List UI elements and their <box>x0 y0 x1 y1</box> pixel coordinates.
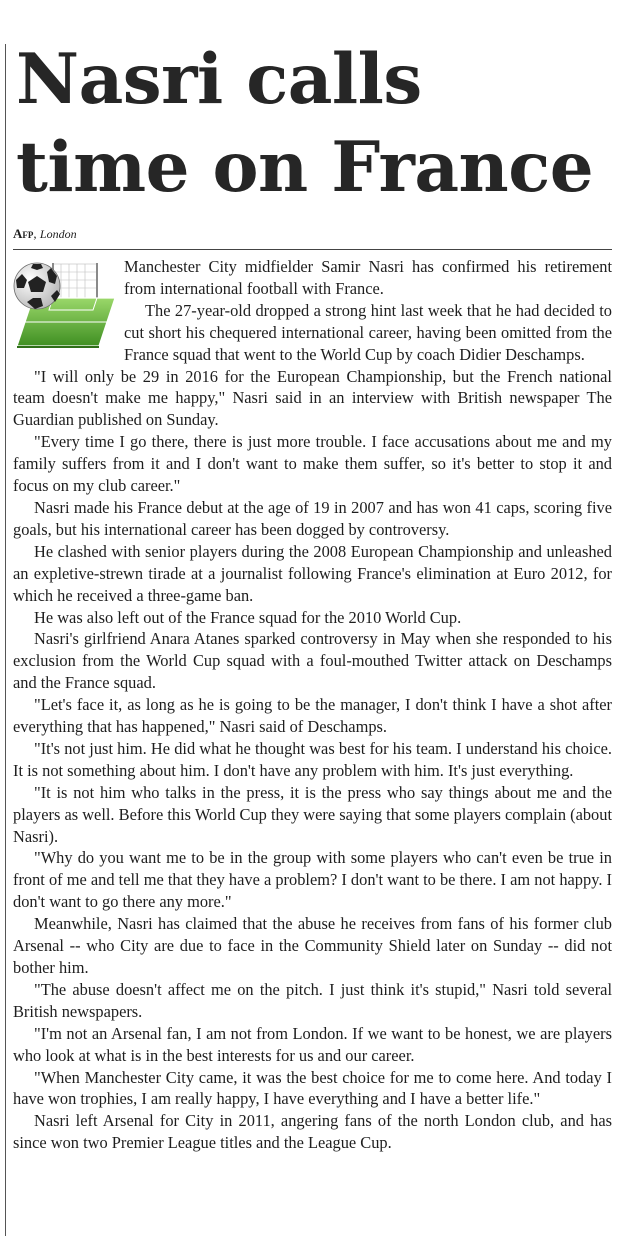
paragraph: "I'm not an Arsenal fan, I am not from London. If we want to be honest, we are players who look at what is in the best interests for us and our career. <box>13 1023 612 1065</box>
soccer-ball-goal-icon <box>13 258 119 348</box>
paragraph: "It is not him who talks in the press, it is the press who say things about me and the players as well. Before this World Cup they were saying that some players complain (about Nasri). <box>13 782 612 846</box>
paragraph: "Why do you want me to be in the group with some players who can't even be true in front of me and tell me that they have a problem? I don't want to be there. I am not happy. I don't want to go there any more." <box>13 848 612 912</box>
paragraph: "The abuse doesn't affect me on the pitch. I just think it's stupid," Nasri told several British newspapers. <box>13 979 612 1021</box>
paragraph: Meanwhile, Nasri has claimed that the abuse he receives from fans of his former club Arsenal -- who City are due to face in the Community Shield later on Sunday -- did not bother him. <box>13 914 612 977</box>
byline: Afp, London <box>13 226 77 241</box>
article-body <box>13 256 612 1154</box>
paragraph: Nasri left Arsenal for City in 2011, angering fans of the north London club, and has since won two Premier League titles and the League Cup. <box>13 1111 612 1153</box>
headline: Nasri calls time on France <box>16 39 594 208</box>
byline-location: London <box>39 227 77 241</box>
paragraph: Nasri made his France debut at the age of 19 in 2007 and has won 41 caps, scoring five goals, but his international career has been dogged by controversy. <box>13 497 612 539</box>
paragraph: "Let's face it, as long as he is going to be the manager, I don't think I have a shot after everything that has happened," Nasri said of Deschamps. <box>13 695 612 737</box>
paragraph: The 27-year-old dropped a strong hint last week that he had decided to cut short his chequered international career, having been omitted from the France squad that went to the World Cup by coach Didier Deschamps. <box>124 300 612 364</box>
paragraph: "Every time I go there, there is just more trouble. I face accusations about me and my family suffers from it and I don't want to make them suffer, so it's better to stop it and focus on my club career." <box>13 432 612 496</box>
byline-agency: Afp <box>13 226 34 241</box>
paragraph: "It's not just him. He did what he thought was best for his team. I understand his choice. It is not something about him. I don't have any problem with him. It's just everything. <box>13 738 612 780</box>
column-rule <box>5 44 6 1236</box>
byline-divider <box>13 249 612 250</box>
paragraph: Manchester City midfielder Samir Nasri has confirmed his retirement from international football with France. <box>124 257 612 298</box>
paragraph: He clashed with senior players during the 2008 European Championship and unleashed an expletive-strewn tirade at a journalist following France's elimination at Euro 2012, for which he received a three-game ban. <box>13 541 612 605</box>
paragraph: "I will only be 29 in 2016 for the European Championship, but the French national team doesn't make me happy," Nasri said in an interview with British newspaper The Guardian published on Sunday. <box>13 366 612 430</box>
paragraph: Nasri's girlfriend Anara Atanes sparked controversy in May when she responded to his exclusion from the World Cup squad with a foul-mouthed Twitter attack on Deschamps and the France squad. <box>13 629 612 693</box>
paragraph: He was also left out of the France squad for the 2010 World Cup. <box>34 607 462 627</box>
paragraph: "When Manchester City came, it was the best choice for me to come here. And today I have won trophies, I am really happy, I have everything and I have a better life." <box>13 1067 612 1109</box>
